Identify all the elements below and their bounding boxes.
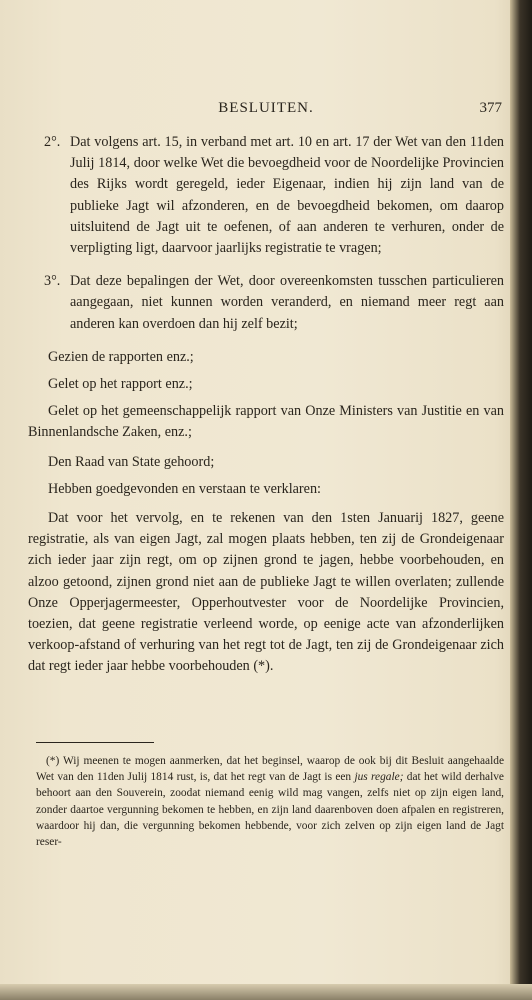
consideration-raad-van-state: Den Raad van State gehoord; [48, 453, 215, 470]
book-edge-shadow [510, 0, 532, 1000]
page-number: 377 [479, 100, 502, 116]
footnote-italic-term: jus regale; [354, 771, 404, 784]
footnote-rule [36, 742, 154, 743]
footnote [36, 753, 504, 850]
item-text: Dat deze bepalingen der Wet, door overeenkomsten tusschen particulieren aangegaan, niet kunnen worden veranderd, en niemand meer regt aan anderen kan overdoen dan hij zelf bezit; [70, 273, 504, 332]
numbered-item-3 [28, 271, 504, 335]
decree-paragraph: Dat voor het vervolg, en te rekenen van den 1sten Januarij 1827, geene registratie, als van eigen Jagt, zal mogen plaats hebben, ten zij de Grondeigenaar zich ieder jaar zijn regt, om op zijnen grond te jagen, hebbe voorbehouden, en alzoo getoond, zijnen grond niet aan de publieke Jagt te willen overlaten; zullende Onze Opperjagermeester, Opperhoutvester voor de Noordelijke Provincien, toezien, dat geene registratie verleend worde, op eenige acte van afzonderlijken verkoop-afstand of verhuring van het regt tot de Jagt, ten zij de Grondeigenaar zich dat regt ieder jaar hebbe voorbehouden (*). [28, 510, 504, 675]
numbered-item-2 [28, 132, 504, 259]
consideration-gelet-rapport: Gelet op het rapport enz.; [48, 376, 193, 393]
item-text: Dat volgens art. 15, in verband met art. 10 en art. 17 der Wet van den 11den Julij 1814, door welke Wet die bevoegdheid voor de Noordelijke Provincien des Rijks wordt geregeld, ieder Eigenaar, indien hij zijn land van de publieke Jagt wil afzonderen, en de bevoegdheid bekomen, om daarop uitsluitend de Jagt uit te oefenen, of aan anderen te verhuren, onder de verpligting ligt, daarvoor jaarlijks registratie te vragen; [70, 134, 504, 257]
running-head-title: BESLUITEN. [218, 100, 314, 116]
book-page [28, 60, 504, 960]
running-head [28, 100, 504, 122]
footnote-text [36, 753, 504, 850]
page-bottom-edge [0, 984, 532, 1000]
footnote-text-end: dat het wild derhalve behoort aan den Souverein, zoodat niemand eenig wild mag vangen, zelfs niet op zijn eigen land, zonder daartoe vergunning bekomen te hebben, en zijn land daarenboven doen afpalen en registreren, waardoor hij dan, die vergunning bekomen hebbende, voor zich zelven op zijn eigen land de Jagt reser- [36, 771, 504, 849]
declaration-line: Hebben goedgevonden en verstaan te verklaren: [48, 480, 321, 497]
item-number: 2°. [44, 134, 61, 150]
consideration-gelet-ministers: Gelet op het gemeenschappelijk rapport van Onze Ministers van Justitie en van Binnenlandsche Zaken, enz.; [28, 403, 504, 441]
footnote-text-start: (*) Wij meenen te mogen aanmerken, dat het beginsel, waarop de ook bij dit Besluit aangehaalde Wet van den 11den Julij 1814 rust, is, dat het regt van de Jagt is een [36, 755, 504, 784]
body-text [28, 132, 504, 678]
item-number: 3°. [44, 273, 61, 290]
consideration-gezien: Gezien de rapporten enz.; [48, 348, 194, 365]
